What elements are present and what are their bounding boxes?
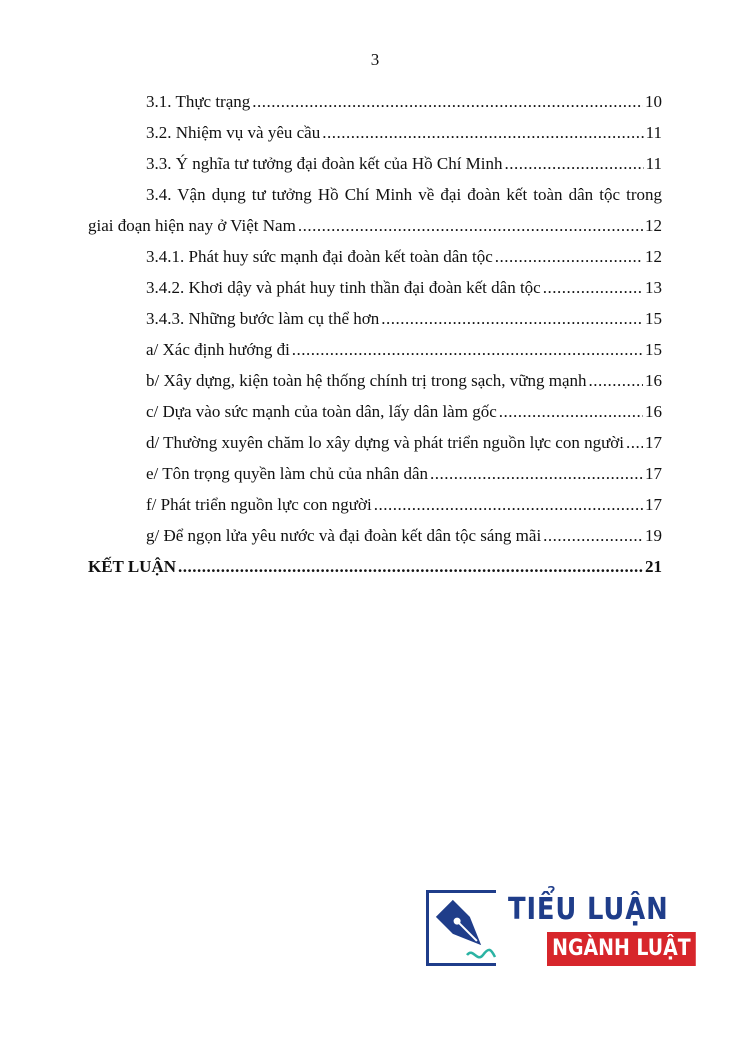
- brand-logo: [424, 886, 691, 970]
- toc-entry-page: 15: [645, 340, 662, 359]
- toc-entry-page: 11: [645, 154, 662, 173]
- page-number: 3: [370, 50, 380, 69]
- toc-entry[interactable]: [146, 338, 662, 362]
- dot-leader: [589, 369, 643, 393]
- logo-title: TIỂU LUẬN: [508, 892, 669, 927]
- toc-entry-title-line2: giai đoạn hiện nay ở Việt Nam: [88, 216, 296, 235]
- toc-entry[interactable]: [146, 276, 662, 300]
- toc-entry-title: g/ Để ngọn lửa yêu nước và đại đoàn kết dân tộc sáng mãi: [146, 526, 542, 545]
- toc-entry-title: 3.4.3. Những bước làm cụ thể hơn: [146, 309, 380, 328]
- toc-entry-page: 16: [645, 402, 662, 421]
- toc-entry-title: d/ Thường xuyên chăm lo xây dựng và phát triển nguồn lực con người: [146, 433, 625, 452]
- logo-subtitle: NGÀNH LUẬT: [547, 932, 696, 966]
- dot-leader: [322, 121, 643, 145]
- toc-entry[interactable]: [146, 245, 662, 269]
- toc-entry-title: KẾT LUẬN: [88, 557, 177, 576]
- toc-entry-page: 17: [645, 464, 662, 483]
- dot-leader: [495, 245, 643, 269]
- toc-entry[interactable]: [146, 400, 662, 424]
- fountain-pen-nib-icon: [429, 893, 505, 969]
- toc-entry-page: 12: [645, 247, 662, 266]
- toc-entry[interactable]: [88, 214, 662, 238]
- toc-entry-title: f/ Phát triển nguồn lực con người: [146, 495, 372, 514]
- dot-leader: [626, 431, 643, 455]
- toc-entry-page: 12: [645, 216, 662, 235]
- toc-entry[interactable]: [146, 152, 662, 176]
- logo-frame: [426, 890, 496, 966]
- dot-leader: [292, 338, 643, 362]
- toc-entry-page: 10: [645, 92, 662, 111]
- toc-entry-page: 13: [645, 278, 662, 297]
- toc-entry-title: 3.4.2. Khơi dậy và phát huy tinh thần đại đoàn kết dân tộc: [146, 278, 541, 297]
- dot-leader: [543, 524, 643, 548]
- dot-leader: [381, 307, 643, 331]
- dot-leader: [499, 400, 643, 424]
- toc-entry[interactable]: [146, 462, 662, 486]
- toc-entry[interactable]: [146, 493, 662, 517]
- toc-entry-page: 16: [645, 371, 662, 390]
- toc-entry-page: 17: [645, 433, 662, 452]
- toc-entry-title: 3.1. Thực trạng: [146, 92, 251, 111]
- dot-leader: [505, 152, 644, 176]
- dot-leader: [430, 462, 643, 486]
- toc-entry-title: 3.4.1. Phát huy sức mạnh đại đoàn kết toàn dân tộc: [146, 247, 493, 266]
- dot-leader: [543, 276, 643, 300]
- toc-entry-page: 19: [645, 526, 662, 545]
- toc-entry-title: c/ Dựa vào sức mạnh của toàn dân, lấy dân làm gốc: [146, 402, 497, 421]
- toc-entry-title: 3.3. Ý nghĩa tư tưởng đại đoàn kết của Hồ Chí Minh: [146, 154, 503, 173]
- toc-entry-title: e/ Tôn trọng quyền làm chủ của nhân dân: [146, 464, 428, 483]
- toc-entry-page: 15: [645, 309, 662, 328]
- toc-entry[interactable]: [146, 121, 662, 145]
- toc-entry[interactable]: [146, 524, 662, 548]
- toc-entry-page: 17: [645, 495, 662, 514]
- toc-entry-page: 21: [645, 557, 662, 576]
- dot-leader: [178, 555, 643, 579]
- dot-leader: [252, 90, 643, 114]
- dot-leader: [374, 493, 643, 517]
- toc-entry-page: 11: [645, 123, 662, 142]
- toc-entry[interactable]: [146, 369, 662, 393]
- toc-entry-title-line1[interactable]: 3.4. Vận dụng tư tưởng Hồ Chí Minh về đại đoàn kết toàn dân tộc trong: [146, 185, 662, 204]
- toc-entry[interactable]: [146, 90, 662, 114]
- dot-leader: [298, 214, 643, 238]
- toc-entry[interactable]: [146, 431, 662, 455]
- toc-entry-title: 3.2. Nhiệm vụ và yêu cầu: [146, 123, 321, 142]
- toc-entry-conclusion[interactable]: [88, 555, 662, 579]
- toc-entry-title: b/ Xây dựng, kiện toàn hệ thống chính trị trong sạch, vững mạnh: [146, 371, 587, 390]
- toc-entry[interactable]: [146, 307, 662, 331]
- toc-entry-title: a/ Xác định hướng đi: [146, 340, 290, 359]
